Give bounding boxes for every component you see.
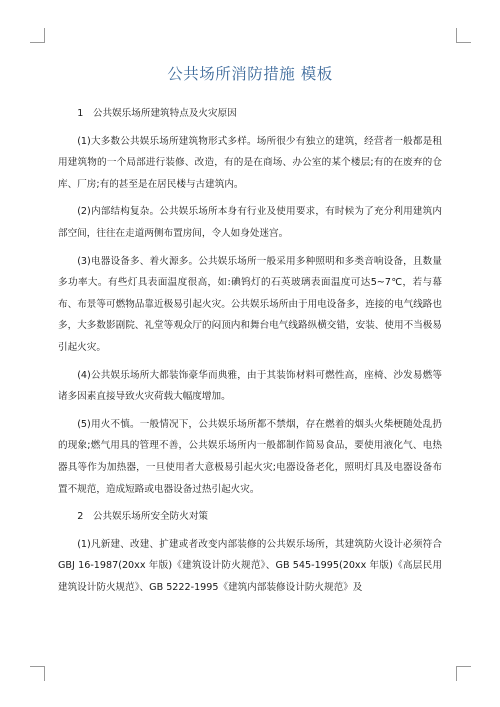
document-title: 公共场所消防措施 模板 <box>167 65 333 83</box>
crop-mark-bottom-right <box>456 666 471 681</box>
paragraph: (2)内部结构复杂。公共娱乐场所本身有行业及使用要求，有时候为了充分利用建筑内部空间，往往在走道两侧布置房间，令人如身处迷宫。 <box>58 206 442 239</box>
section-heading-1: 1 公共娱乐场所建筑特点及火灾原因 <box>77 108 237 119</box>
paragraph: (5)用火不慎。一般情况下，公共娱乐场所都不禁烟，存在燃着的烟头火柴梗随处乱扔的现象;燃气用具的管理不善，公共娱乐场所内一般都制作简易食品，要使用液化气、电热器具等作为加热器，一旦使用者大意极易引起火灾;电器设备老化，照明灯具及电器设备布置不规范，造成短路或电器设备过热引起火灾。 <box>58 418 442 495</box>
paragraph: (1)大多数公共娱乐场所建筑物形式多样。场所很少有独立的建筑，经营者一般都是租用建筑物的一个局部进行装修、改造，有的是在商场、办公室的某个楼层;有的在废弃的仓库、厂房;有的甚至是在居民楼与古建筑内。 <box>58 135 442 190</box>
paragraph: (1)凡新建、改建、扩建或者改变内部装修的公共娱乐场所，其建筑防火设计必须符合 GBJ 16-1987(20xx 年版)《建筑设计防火规范》、GB 545-1995(20xx 年版)《高层民用建筑设计防火规范》、GB 5222-1995《建筑内部装修设计防火规范》及 <box>58 538 442 593</box>
crop-mark-bottom-left <box>30 666 45 681</box>
document-body <box>58 103 442 598</box>
crop-mark-top-left <box>30 28 45 43</box>
section-heading-2: 2 公共娱乐场所安全防火对策 <box>77 511 209 523</box>
paragraph: (4)公共娱乐场所大都装饰豪华而典雅，由于其装饰材料可燃性高，座椅、沙发易燃等诸多因素直接导致火灾荷载大幅度增加。 <box>58 369 442 403</box>
crop-mark-top-right <box>456 28 471 43</box>
paragraph: (3)电器设备多、着火源多。公共娱乐场所一般采用多种照明和多类音响设备，且数量多功率大。有些灯具表面温度很高，如:碘钨灯的石英玻璃表面温度可达5~7℃，若与幕布、布景等可燃物品靠近极易引起火灾。公共娱乐场所由于用电设备多，连接的电气线路也多，大多数影剧院、礼堂等观众厅的闷顶内和舞台电气线路纵横交错，安装、使用不当极易引起火灾。 <box>58 255 442 353</box>
